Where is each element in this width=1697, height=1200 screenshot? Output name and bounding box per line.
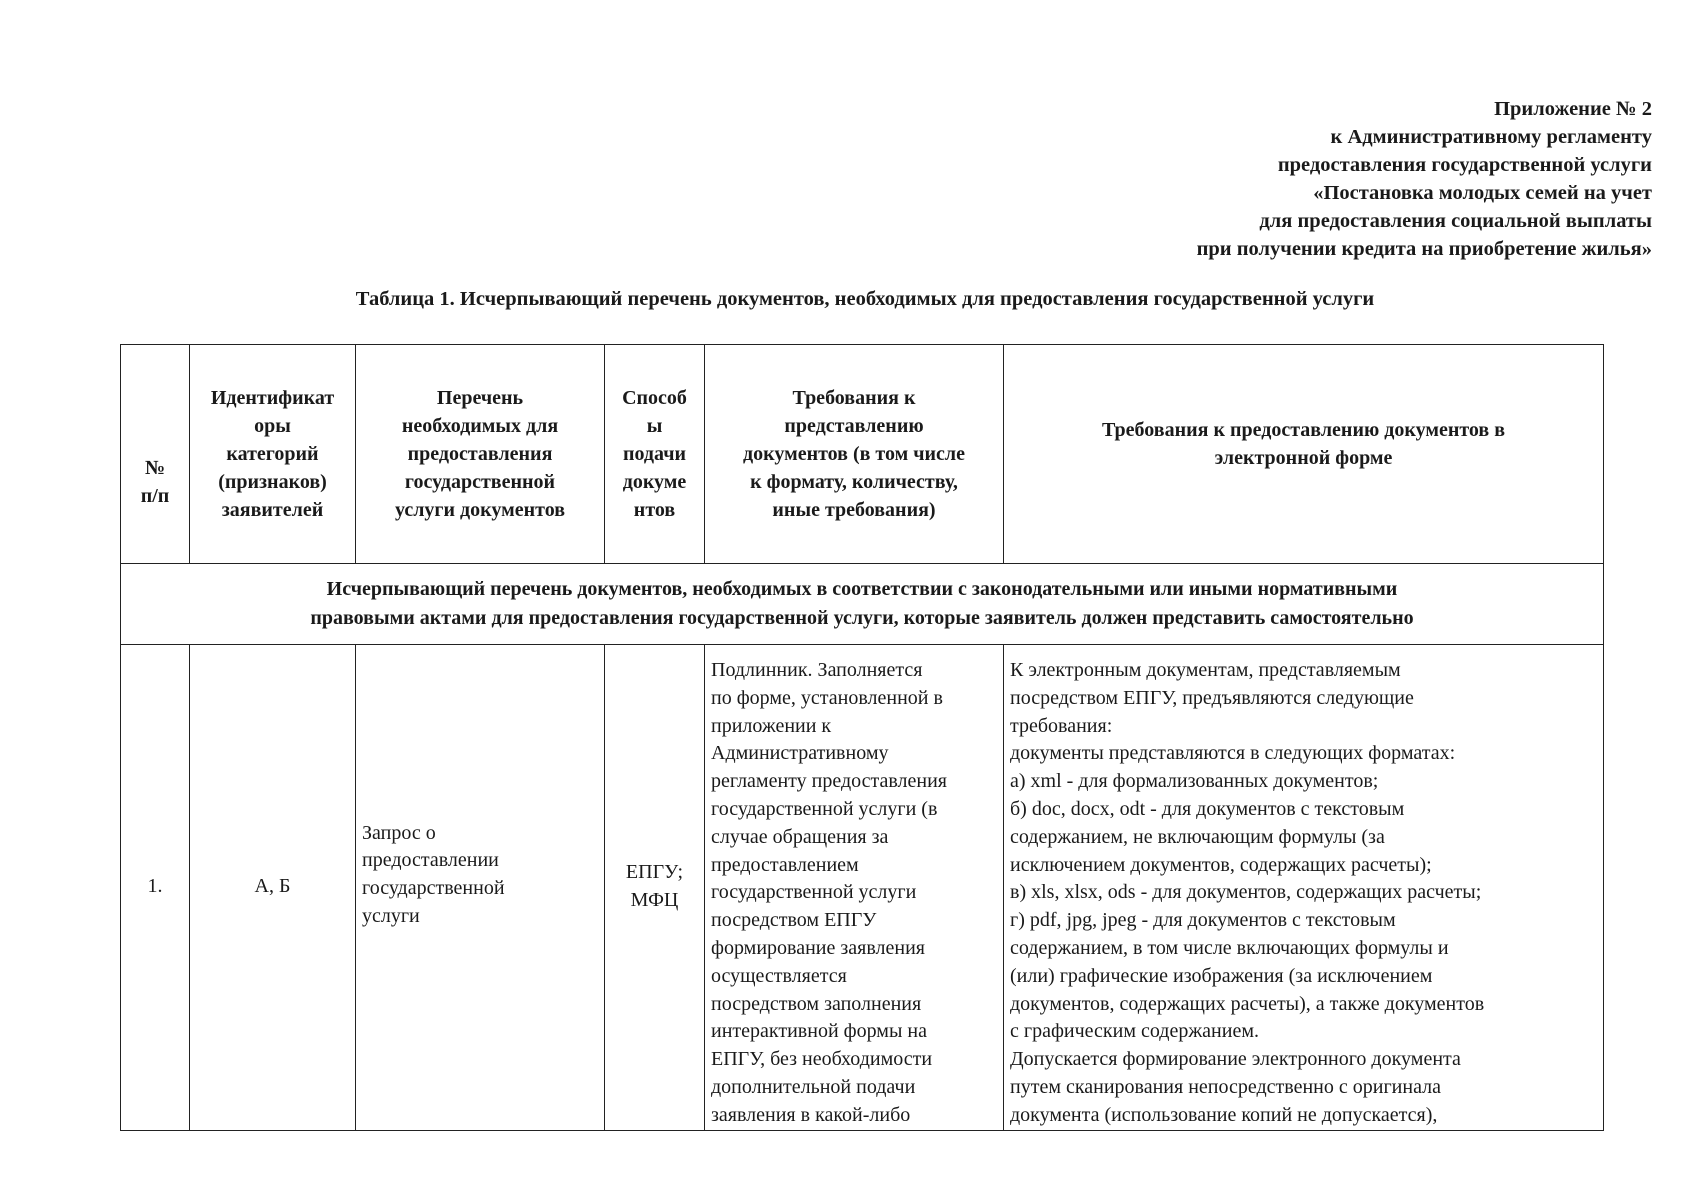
header-electronic-requirements: Требования к предоставлению документов в электронной форме xyxy=(1004,345,1604,564)
row-categories: А, Б xyxy=(190,645,356,1131)
table-title: Таблица 1. Исчерпывающий перечень документов, необходимых для предоставления государственной услуги xyxy=(355,288,1375,310)
header-requirements: Требования к представлению документов (в том числе к формату, количеству, иные требования) xyxy=(705,345,1004,564)
table-row xyxy=(121,645,1604,1131)
appendix-heading xyxy=(752,95,1652,263)
row-method: ЕПГУ; МФЦ xyxy=(605,645,705,1131)
row-requirements: Подлинник. Заполняется по форме, установленной в приложении к Административному регламенту предоставления государственной услуги (в случае обращения за предоставлением государственной услуги посредством ЕПГУ формирование заявления осуществляется посредством заполнения интерактивной формы на ЕПГУ, без необходимости дополнительной подачи заявления в какой-либо xyxy=(705,645,1004,1131)
header-number: № п/п xyxy=(121,345,190,564)
appendix-line: «Постановка молодых семей на учет xyxy=(1313,182,1652,204)
appendix-line: к Административному регламенту xyxy=(1330,126,1652,148)
appendix-line: Приложение № 2 xyxy=(1494,98,1652,120)
row-number: 1. xyxy=(121,645,190,1131)
appendix-line: предоставления государственной услуги xyxy=(1277,154,1652,176)
row-document: Запрос о предоставлении государственной услуги xyxy=(356,645,605,1131)
section-heading-row xyxy=(121,564,1604,645)
header-categories: Идентификат оры категорий (признаков) заявителей xyxy=(190,345,356,564)
appendix-line: при получении кредита на приобретение жилья» xyxy=(1196,238,1652,260)
header-documents: Перечень необходимых для предоставления государственной услуги документов xyxy=(356,345,605,564)
documents-table xyxy=(120,344,1604,1131)
table-header-row xyxy=(121,345,1604,564)
row-electronic-requirements: К электронным документам, представляемым посредством ЕПГУ, предъявляются следующие требования: документы представляются в следующих форматах: а) xml - для формализованных документов; б) doc, docx, odt - для документов с текстовым содержанием, не включающим формулы (за исключением документов, содержащих расчеты); в) xls, xlsx, ods - для документов, содержащих расчеты; г) pdf, jpg, jpeg - для документов с текстовым содержанием, в том числе включающих формулы и (или) графические изображения (за исключением документов, содержащих расчеты), а также документов с графическим содержанием. Допускается формирование электронного документа путем сканирования непосредственно с оригинала документа (использование копий не допускается), xyxy=(1004,645,1604,1131)
header-submission-methods: Способ ы подачи докуме нтов xyxy=(605,345,705,564)
section-heading: Исчерпывающий перечень документов, необходимых в соответствии с законодательными или иными нормативными правовыми актами для предоставления государственной услуги, которые заявитель должен представить самостоятельно xyxy=(121,564,1604,645)
appendix-line: для предоставления социальной выплаты xyxy=(1259,210,1652,232)
